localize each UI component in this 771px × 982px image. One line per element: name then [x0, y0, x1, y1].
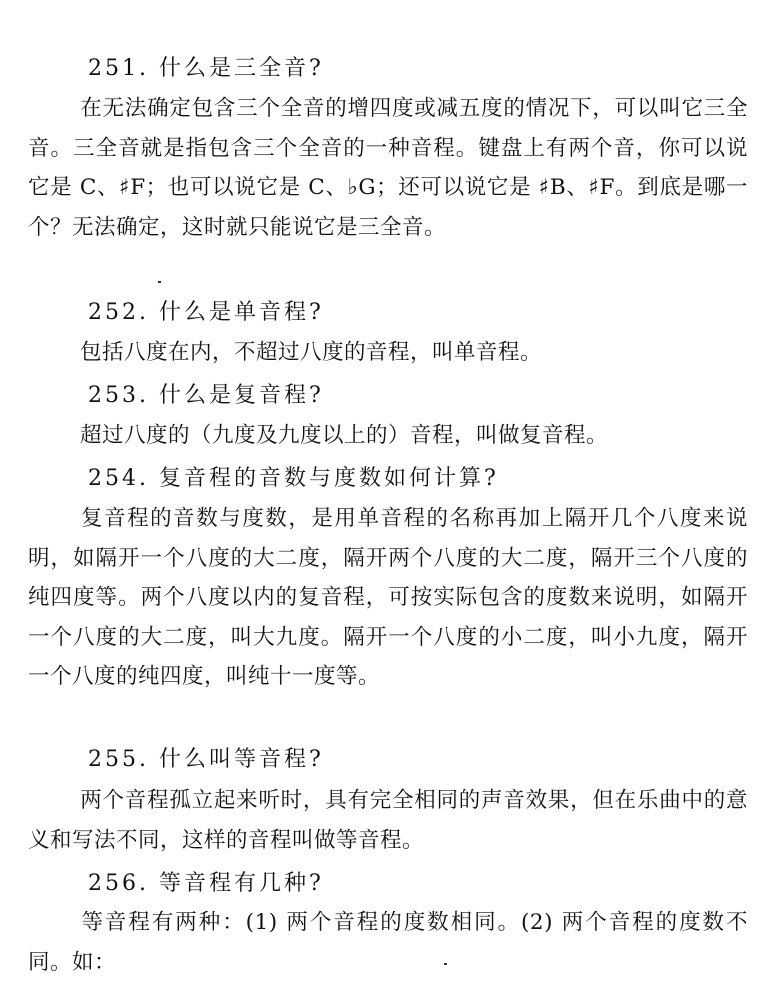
section-253-body: [28, 416, 748, 456]
section-252-text: 包括八度在内，不超过八度的音程，叫单音程。: [80, 340, 543, 365]
section-251-body: [28, 89, 748, 247]
section-256-body: [28, 903, 748, 982]
section-255-body: [28, 781, 748, 860]
section-251-heading: 251. 什么是三全音?: [88, 56, 324, 81]
section-256-text: 等音程有两种：(1) 两个音程的度数相同。(2) 两个音程的度数不同。如：: [28, 910, 748, 975]
section-254-text: 复音程的音数与度数，是用单音程的名称再加上隔开几个八度来说明，如隔开一个八度的大二度，隔开两个八度的大二度，隔开三个八度的纯四度等。两个八度以内的复音程，可按实际包含的度数来说明，如隔开一个八度的大二度，叫大九度。隔开一个八度的小二度，叫小九度，隔开一个八度的纯四度，叫纯十一度等。: [28, 506, 748, 689]
section-253-heading: 253. 什么是复音程?: [88, 383, 324, 408]
section-254-body: [28, 499, 748, 697]
section-255-heading: 255. 什么叫等音程?: [88, 747, 324, 772]
scan-speck: [158, 281, 161, 283]
section-254-heading: 254. 复音程的音数与度数如何计算?: [88, 466, 499, 491]
section-255-text: 两个音程孤立起来听时，具有完全相同的声音效果，但在乐曲中的意义和写法不同，这样的音程叫做等音程。: [28, 788, 748, 853]
section-253-text: 超过八度的（九度及九度以上的）音程，叫做复音程。: [80, 423, 609, 448]
section-252-body: [28, 333, 748, 373]
section-256-heading: 256. 等音程有几种?: [88, 871, 324, 896]
scan-speck: [444, 963, 447, 965]
section-252-heading: 252. 什么是单音程?: [88, 300, 324, 325]
section-251-text: 在无法确定包含三个全音的增四度或减五度的情况下，可以叫它三全音。三全音就是指包含三个全音的一种音程。键盘上有两个音，你可以说它是 C、♯F；也可以说它是 C、♭G；还可以说它是 ♯B、♯F。到底是哪一个？无法确定，这时就只能说它是三全音。: [28, 96, 748, 240]
